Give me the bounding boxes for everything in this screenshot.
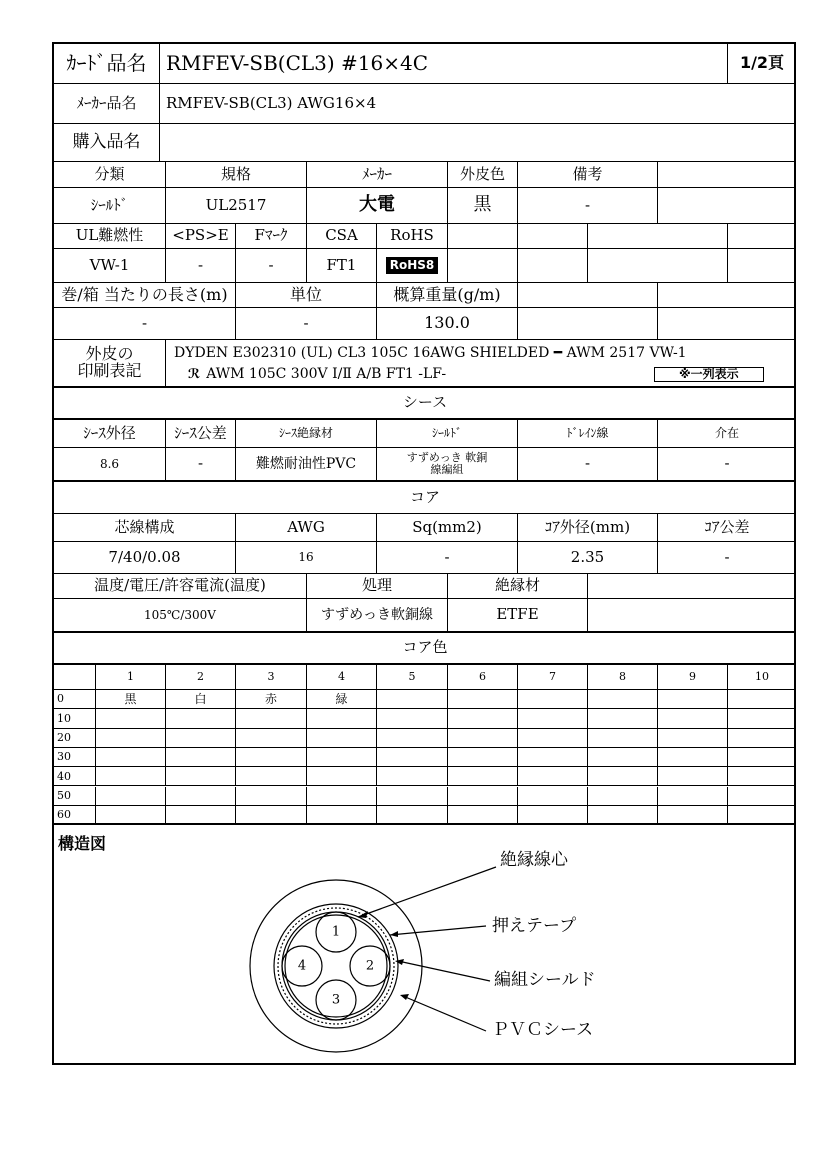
core-label-2: 2 [365,958,375,974]
color-cell [236,729,307,748]
standard-header: 規格 [166,162,307,188]
ul-flame-header: UL難燃性 [54,224,166,249]
rohs-value-cell [377,249,448,283]
color-row-label: 60 [54,806,96,825]
color-cell [588,748,658,767]
maker-name-value: RMFEV-SB(CL3) AWG16×4 [160,84,796,124]
sq-value: - [377,542,518,574]
pse-header: <PS>E [166,224,236,249]
single-line-stamp: ※一列表示 [654,367,764,382]
color-row-label: 30 [54,748,96,767]
color-column-header: 1 [96,665,166,690]
rohs-header: RoHS [377,224,448,249]
card-name-value: RMFEV-SB(CL3) #16×4C [160,44,728,84]
blank-cell [518,308,658,340]
color-cell [658,709,728,728]
color-cell [518,767,588,786]
arrowhead [390,931,398,937]
color-cell [518,709,588,728]
color-cell [96,806,166,825]
color-cell [728,787,796,806]
color-cell [658,748,728,767]
color-cell [448,748,518,767]
color-cell [658,806,728,825]
color-cell [236,787,307,806]
color-row-label: 0 [54,690,96,709]
card-name-label: ｶｰﾄﾞ品名 [54,44,160,84]
color-cell [307,729,377,748]
color-column-header: 5 [377,665,448,690]
color-row-label: 40 [54,767,96,786]
insulation-value: ETFE [448,599,588,633]
sheath-od-header: ｼｰｽ外径 [54,420,166,448]
core-od-value: 2.35 [518,542,658,574]
color-cell [448,709,518,728]
blank-cell [518,249,588,283]
blank-cell [588,599,796,633]
color-cell [518,806,588,825]
drain-wire-value: - [518,448,658,482]
core-tolerance-header: ｺｱ公差 [658,514,796,542]
color-cell [728,748,796,767]
filler-header: 介在 [658,420,796,448]
purchase-name-label: 購入品名 [54,124,160,162]
core-od-header: ｺｱ外径(mm) [518,514,658,542]
blank-cell [658,308,796,340]
label-binder-tape: 押えテープ [492,916,577,936]
color-cell [588,690,658,709]
blank-cell [588,574,796,599]
color-cell [588,787,658,806]
label-pvc-sheath: ＰＶＣシース [492,1020,594,1040]
color-column-header: 2 [166,665,236,690]
sheath-insulation-header: ｼｰｽ絶縁材 [236,420,377,448]
color-cell [658,767,728,786]
printing-label-line2: 印刷表記 [77,361,142,380]
maker-header: ﾒｰｶｰ [307,162,448,188]
color-cell [518,729,588,748]
leader-binder-tape [390,926,486,935]
blank-cell [658,188,796,224]
strand-header: 芯線構成 [54,514,236,542]
color-cell: 黒 [96,690,166,709]
color-row-label: 20 [54,729,96,748]
core-color-section-title: コア色 [54,633,796,665]
color-cell [728,806,796,825]
core-label-3: 3 [331,992,341,1008]
color-cell [166,787,236,806]
color-column-header: 10 [728,665,796,690]
color-cell [377,709,448,728]
color-cell: 白 [166,690,236,709]
color-cell [96,767,166,786]
length-per-reel-value: - [54,308,236,340]
drain-wire-header: ﾄﾞﾚｲﾝ線 [518,420,658,448]
color-cell [96,709,166,728]
blank-cell [588,224,728,249]
color-cell [377,748,448,767]
insulation-header: 絶縁材 [448,574,588,599]
page-number: 1/2頁 [728,44,796,84]
color-cell [448,729,518,748]
blank-cell [658,283,796,308]
printing-text [166,340,796,388]
pvc-sheath-outer [250,880,422,1052]
color-cell [728,709,796,728]
structure-diagram-area [54,826,796,1065]
color-cell: 赤 [236,690,307,709]
color-cell [166,748,236,767]
blank-cell [448,249,518,283]
printing-label-line1: 外皮の [85,344,134,364]
color-cell [658,787,728,806]
shield-value: すずめっき 軟銅線編組 [377,448,518,482]
core-label-4: 4 [297,958,307,974]
leader-braid [398,961,490,981]
color-column-header: 7 [518,665,588,690]
cable-cross-section-diagram [54,826,796,1065]
color-cell [448,690,518,709]
length-per-reel-header: 巻/箱 当たりの長さ(m) [54,283,236,308]
color-cell [96,787,166,806]
blank-cell [518,224,588,249]
color-cell [588,729,658,748]
color-cell [588,709,658,728]
blank-cell [728,224,796,249]
remarks-value: - [518,188,658,224]
color-cell [236,709,307,728]
sheath-color-value: 黒 [448,188,518,224]
sheath-section-title: シース [54,388,796,420]
color-cell [728,767,796,786]
color-cell [448,787,518,806]
class-value: ｼｰﾙﾄﾞ [54,188,166,224]
color-cell [166,806,236,825]
remarks-header: 備考 [518,162,658,188]
color-cell [236,748,307,767]
sheath-tolerance-header: ｼｰｽ公差 [166,420,236,448]
sheath-color-header: 外皮色 [448,162,518,188]
rohs-logo: RoHS8 [386,257,439,274]
structure-title: 構造図 [58,834,107,853]
color-grid-corner [54,665,96,690]
strand-value: 7/40/0.08 [54,542,236,574]
color-row-label: 10 [54,709,96,728]
color-cell: 緑 [307,690,377,709]
printing-line2: AWM 105C 300V Ⅰ/Ⅱ A/B FT1 -LF- [206,366,447,382]
color-cell [377,806,448,825]
blank-cell [728,249,796,283]
color-cell [307,767,377,786]
color-cell [96,748,166,767]
color-cell [166,767,236,786]
pvc-sheath-inner [274,904,398,1028]
color-cell [307,787,377,806]
process-header: 処理 [307,574,448,599]
ul-recognized-icon: ℛ [188,366,201,382]
color-cell [377,787,448,806]
standard-value: UL2517 [166,188,307,224]
color-cell [377,729,448,748]
filler-value: - [658,448,796,482]
pse-value: - [166,249,236,283]
color-cell [518,690,588,709]
sq-header: Sq(mm2) [377,514,518,542]
color-row-label: 50 [54,787,96,806]
shield-header: ｼｰﾙﾄﾞ [377,420,518,448]
purchase-name-value [160,124,796,162]
weight-header: 概算重量(g/m) [377,283,518,308]
core-label-1: 1 [331,924,341,940]
class-header: 分類 [54,162,166,188]
color-cell [518,748,588,767]
blank-cell [518,283,658,308]
spec-sheet [52,42,796,1065]
core-tolerance-value: - [658,542,796,574]
unit-header: 単位 [236,283,377,308]
color-cell [448,806,518,825]
color-cell [377,690,448,709]
color-cell [728,729,796,748]
sheath-od-value: 8.6 [54,448,166,482]
awg-value: 16 [236,542,377,574]
color-cell [307,748,377,767]
temp-voltage-header: 温度/電圧/許容電流(温度) [54,574,307,599]
weight-value: 130.0 [377,308,518,340]
color-cell [588,767,658,786]
blank-cell [658,162,796,188]
label-insulated-core: 絶縁線心 [500,850,568,870]
color-cell [518,787,588,806]
f-mark-value: - [236,249,307,283]
awg-header: AWG [236,514,377,542]
f-mark-header: Fﾏｰｸ [236,224,307,249]
printing-line1: DYDEN E302310 (UL) CL3 105C 16AWG SHIELDED ━ AWM 2517 VW-1 [174,345,687,361]
color-cell [658,729,728,748]
color-column-header: 3 [236,665,307,690]
printing-label [54,340,166,388]
ul-flame-value: VW-1 [54,249,166,283]
arrowhead [400,994,409,1000]
temp-voltage-value: 105℃/300V [54,599,307,633]
color-column-header: 4 [307,665,377,690]
sheath-insulation-value: 難燃耐油性PVC [236,448,377,482]
color-cell [658,690,728,709]
color-column-header: 8 [588,665,658,690]
core-section-title: コア [54,482,796,514]
blank-cell [448,224,518,249]
color-cell [236,806,307,825]
maker-value: 大電 [307,188,448,224]
label-braided-shield: 編組シールド [494,970,596,990]
color-cell [588,806,658,825]
arrowhead [395,959,404,965]
sheath-tolerance-value: - [166,448,236,482]
leader-sheath [403,996,486,1031]
color-cell [307,709,377,728]
unit-value: - [236,308,377,340]
color-cell [728,690,796,709]
color-cell [96,729,166,748]
process-value: すずめっき軟銅線 [307,599,448,633]
csa-header: CSA [307,224,377,249]
csa-value: FT1 [307,249,377,283]
color-cell [236,767,307,786]
color-cell [377,767,448,786]
maker-name-label: ﾒｰｶｰ品名 [54,84,160,124]
blank-cell [588,249,728,283]
color-column-header: 6 [448,665,518,690]
color-cell [166,709,236,728]
color-cell [448,767,518,786]
color-cell [166,729,236,748]
color-column-header: 9 [658,665,728,690]
color-cell [307,806,377,825]
